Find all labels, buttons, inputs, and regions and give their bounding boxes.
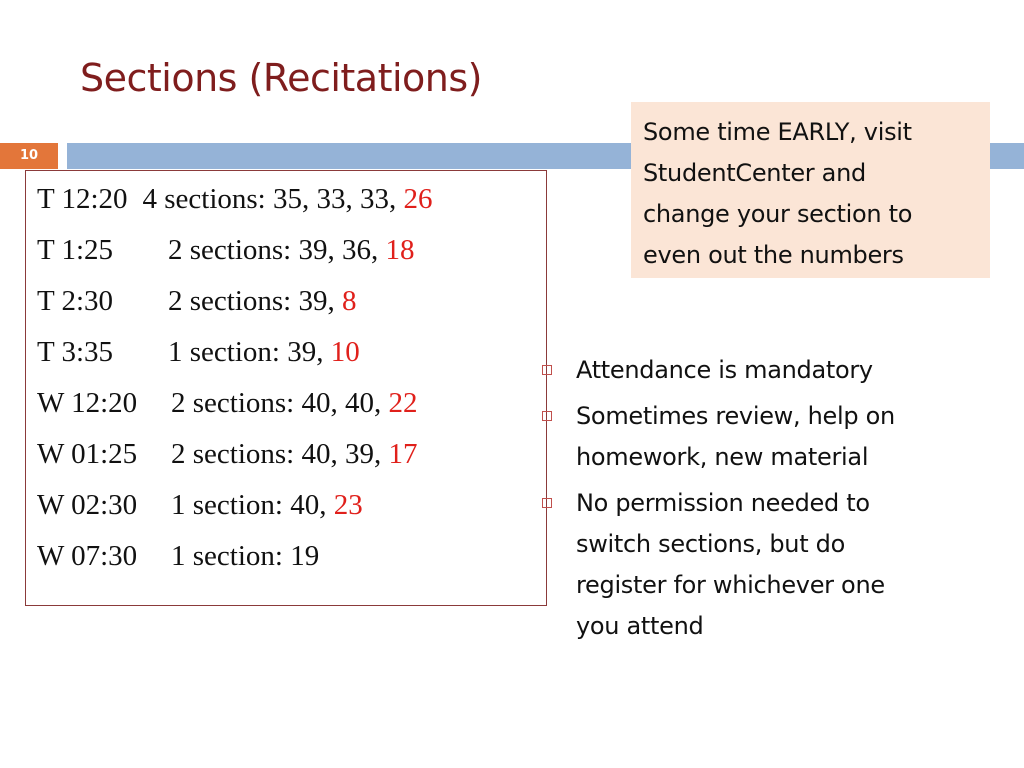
schedule-row: [37, 438, 418, 471]
schedule-row: [37, 234, 415, 267]
schedule-sections: 4 sections: 35, 33, 33,: [142, 183, 404, 215]
callout-line: Some time EARLY, visit: [643, 118, 912, 146]
schedule-time: T 2:30: [37, 285, 113, 317]
slide-title: Sections (Recitations): [80, 56, 483, 100]
bullet-text: Sometimes review, help on: [576, 402, 895, 430]
schedule-row: [37, 387, 418, 420]
bullet-square-icon: [542, 411, 552, 421]
schedule-sections: 2 sections: 39, 36,: [168, 234, 386, 266]
schedule-last-count: 8: [342, 285, 357, 317]
schedule-row: [37, 489, 363, 522]
schedule-sections: 1 section: 40,: [171, 489, 334, 521]
bullet-text: No permission needed to: [576, 489, 870, 517]
schedule-sections: 2 sections: 40, 40,: [171, 387, 389, 419]
schedule-sections: 1 section: 19: [171, 540, 320, 572]
bullet-list: [540, 350, 960, 652]
bullet-square-icon: [542, 365, 552, 375]
schedule-time: T 12:20: [37, 183, 128, 215]
bullet-square-icon: [542, 498, 552, 508]
callout-note: [631, 102, 990, 278]
bullet-text: switch sections, but do: [576, 530, 845, 558]
schedule-row: [37, 183, 433, 216]
schedule-time: W 01:25: [37, 438, 138, 470]
bullet-text: you attend: [576, 612, 704, 640]
bullet-item: [540, 483, 960, 647]
bullet-text: register for whichever one: [576, 571, 885, 599]
schedule-sections: 1 section: 39,: [168, 336, 331, 368]
schedule-sections: 2 sections: 39,: [168, 285, 342, 317]
schedule-row: [37, 285, 357, 318]
schedule-time: W 02:30: [37, 489, 138, 521]
schedule-last-count: 23: [333, 489, 363, 521]
callout-line: change your section to: [643, 200, 913, 228]
schedule-box: [25, 170, 547, 606]
schedule-time: T 1:25: [37, 234, 113, 266]
bullet-text: homework, new material: [576, 443, 869, 471]
schedule-row: [37, 540, 319, 573]
schedule-time: W 07:30: [37, 540, 138, 572]
bullet-item: [540, 350, 960, 391]
bullet-item: [540, 396, 960, 478]
schedule-time: W 12:20: [37, 387, 138, 419]
schedule-row: [37, 336, 360, 369]
slide-number: 10: [0, 143, 58, 169]
bullet-text: Attendance is mandatory: [576, 356, 873, 384]
callout-line: StudentCenter and: [643, 159, 866, 187]
schedule-last-count: 10: [330, 336, 360, 368]
schedule-last-count: 18: [385, 234, 415, 266]
schedule-time: T 3:35: [37, 336, 113, 368]
callout-line: even out the numbers: [643, 241, 904, 269]
schedule-last-count: 17: [388, 438, 418, 470]
schedule-sections: 2 sections: 40, 39,: [171, 438, 389, 470]
schedule-last-count: 22: [388, 387, 418, 419]
schedule-last-count: 26: [403, 183, 433, 215]
